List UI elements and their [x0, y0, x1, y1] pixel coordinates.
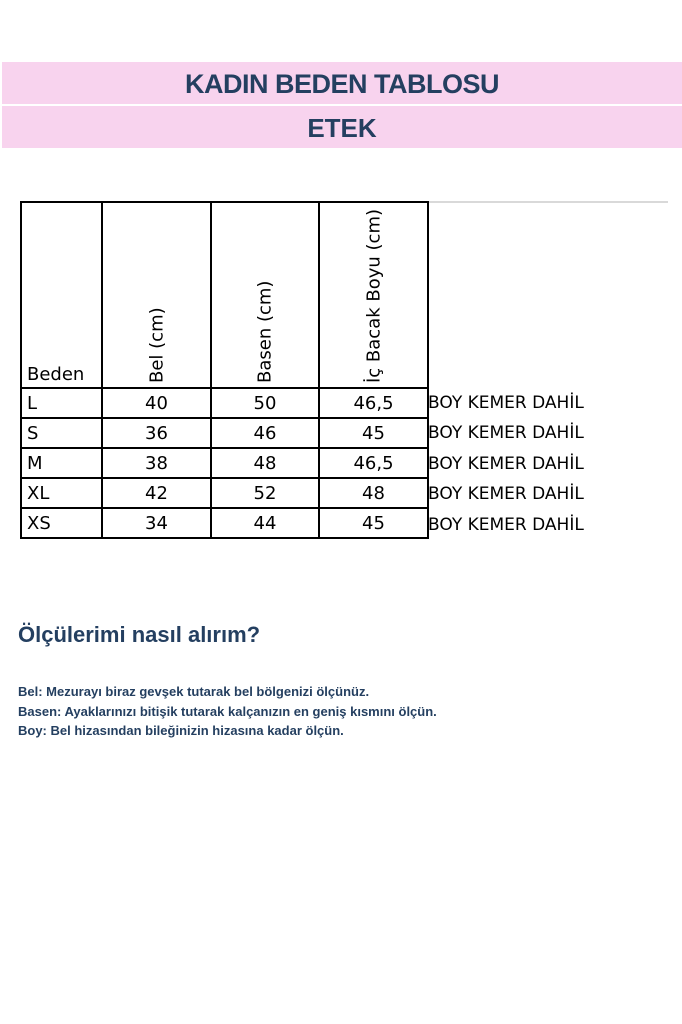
size-cell: XS: [21, 508, 102, 538]
header-size: Beden: [21, 202, 102, 388]
waist-cell: 38: [102, 448, 211, 478]
table-row: [21, 508, 428, 538]
size-cell: S: [21, 418, 102, 448]
page-subtitle: ETEK: [2, 106, 682, 148]
length-note: BOY KEMER DAHİL: [428, 423, 584, 443]
table-row: [21, 388, 428, 418]
help-line-hip: Basen: Ayaklarınızı bitişik tutarak kalçanızın en geniş kısmını ölçün.: [18, 704, 437, 719]
size-cell: M: [21, 448, 102, 478]
length-note: BOY KEMER DAHİL: [428, 454, 584, 474]
inseam-cell: 45: [319, 508, 428, 538]
hip-cell: 50: [211, 388, 319, 418]
header-waist-label: Bel (cm): [146, 307, 167, 383]
help-line-waist: Bel: Mezurayı biraz gevşek tutarak bel bölgenizi ölçünüz.: [18, 684, 370, 699]
waist-cell: 34: [102, 508, 211, 538]
table-row: [21, 418, 428, 448]
table-row: [21, 478, 428, 508]
help-line-length: Boy: Bel hizasından bileğinizin hizasına kadar ölçün.: [18, 723, 344, 738]
header-hip: [211, 202, 319, 388]
header-inseam: [319, 202, 428, 388]
header-waist: [102, 202, 211, 388]
length-note: BOY KEMER DAHİL: [428, 515, 584, 535]
waist-cell: 42: [102, 478, 211, 508]
waist-cell: 40: [102, 388, 211, 418]
hip-cell: 48: [211, 448, 319, 478]
inseam-cell: 46,5: [319, 448, 428, 478]
length-note: BOY KEMER DAHİL: [428, 484, 584, 504]
page-title: KADIN BEDEN TABLOSU: [2, 62, 682, 104]
inseam-cell: 46,5: [319, 388, 428, 418]
inseam-cell: 48: [319, 478, 428, 508]
header-hip-label: Basen (cm): [254, 280, 276, 383]
hip-cell: 46: [211, 418, 319, 448]
length-note: BOY KEMER DAHİL: [428, 393, 584, 413]
table-header-row: [21, 202, 428, 388]
hip-cell: 44: [211, 508, 319, 538]
header-inseam-label: İç Bacak Boyu (cm): [363, 209, 384, 383]
size-cell: L: [21, 388, 102, 418]
divider: [422, 201, 668, 203]
table-row: [21, 448, 428, 478]
size-table: [20, 201, 429, 539]
hip-cell: 52: [211, 478, 319, 508]
inseam-cell: 45: [319, 418, 428, 448]
help-heading: Ölçülerimi nasıl alırım?: [18, 622, 261, 647]
waist-cell: 36: [102, 418, 211, 448]
size-cell: XL: [21, 478, 102, 508]
